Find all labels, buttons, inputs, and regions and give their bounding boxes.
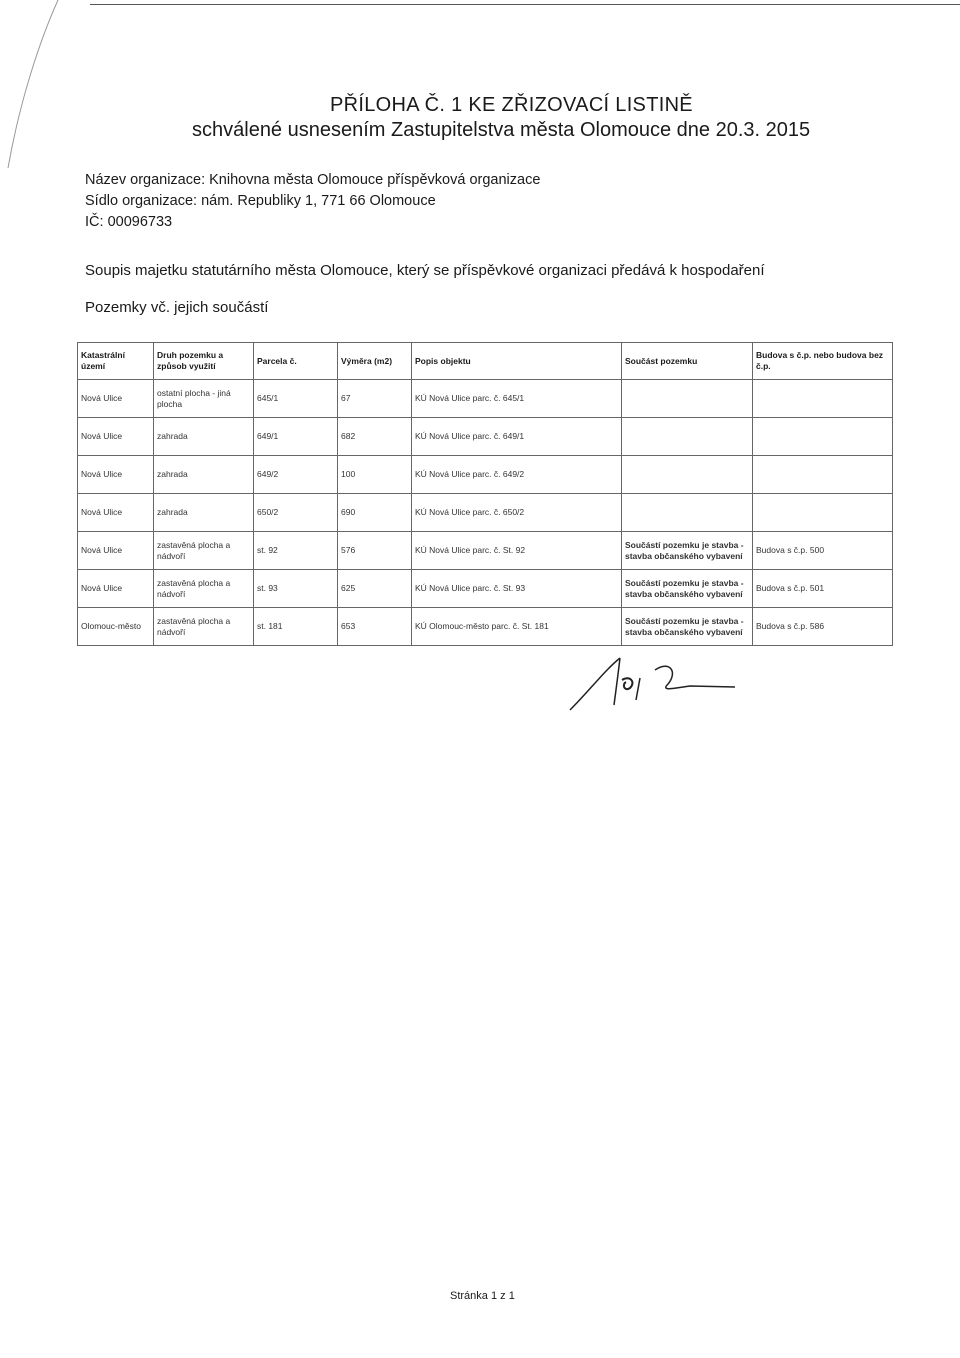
- table-cell: 649/2: [254, 456, 338, 494]
- table-cell: 625: [338, 570, 412, 608]
- table-cell: zastavěná plocha a nádvoří: [154, 608, 254, 646]
- table-cell: 67: [338, 380, 412, 418]
- table-cell: KÚ Nová Ulice parc. č. 650/2: [412, 494, 622, 532]
- annex-title: PŘÍLOHA Č. 1 KE ZŘIZOVACÍ LISTINĚ: [330, 94, 693, 116]
- col-header: Budova s č.p. nebo budova bez č.p.: [753, 343, 893, 380]
- col-header: Popis objektu: [412, 343, 622, 380]
- table-cell: 645/1: [254, 380, 338, 418]
- approval-subtitle: schválené usnesením Zastupitelstva města Olomouce dne 20.3. 2015: [192, 119, 811, 141]
- table-row: [78, 418, 893, 456]
- org-seat-value: nám. Republiky 1, 771 66 Olomouce: [201, 193, 436, 209]
- scan-edge-mark: [0, 0, 60, 170]
- table-cell: 100: [338, 456, 412, 494]
- table-cell: st. 92: [254, 532, 338, 570]
- table-row: [78, 494, 893, 532]
- table-cell: zahrada: [154, 418, 254, 456]
- table-cell: Součástí pozemku je stavba - stavba občanského vybavení: [622, 608, 753, 646]
- table-cell: Nová Ulice: [78, 494, 154, 532]
- table-cell: Nová Ulice: [78, 532, 154, 570]
- section-title: Pozemky vč. jejich součástí: [85, 299, 269, 316]
- org-name-line: [85, 172, 540, 188]
- org-seat-line: [85, 193, 436, 209]
- table-cell: Nová Ulice: [78, 380, 154, 418]
- table-row: [78, 380, 893, 418]
- table-cell: Budova s č.p. 501: [753, 570, 893, 608]
- table-cell: Olomouc-město: [78, 608, 154, 646]
- col-header: Součást pozemku: [622, 343, 753, 380]
- table-cell: Budova s č.p. 586: [753, 608, 893, 646]
- handwritten-signature: [560, 650, 760, 725]
- table-cell: KÚ Nová Ulice parc. č. 645/1: [412, 380, 622, 418]
- table-row: [78, 532, 893, 570]
- org-ic-label: IČ:: [85, 214, 104, 230]
- table-cell: [622, 418, 753, 456]
- table-row: [78, 456, 893, 494]
- table-cell: zahrada: [154, 494, 254, 532]
- org-seat-label: Sídlo organizace:: [85, 193, 198, 209]
- table-cell: [622, 456, 753, 494]
- table-cell: st. 93: [254, 570, 338, 608]
- table-header-row: [78, 343, 893, 380]
- table-cell: zastavěná plocha a nádvoří: [154, 532, 254, 570]
- table-cell: [753, 494, 893, 532]
- table-cell: [622, 380, 753, 418]
- col-header: Katastrální území: [78, 343, 154, 380]
- table-cell: 649/1: [254, 418, 338, 456]
- table-row: [78, 570, 893, 608]
- table-cell: [753, 418, 893, 456]
- table-cell: KÚ Olomouc-město parc. č. St. 181: [412, 608, 622, 646]
- col-header: Parcela č.: [254, 343, 338, 380]
- table-cell: [753, 456, 893, 494]
- table-cell: [753, 380, 893, 418]
- table-cell: Součástí pozemku je stavba - stavba občanského vybavení: [622, 532, 753, 570]
- table-cell: KÚ Nová Ulice parc. č. 649/2: [412, 456, 622, 494]
- land-table: [77, 342, 893, 646]
- table-cell: Nová Ulice: [78, 456, 154, 494]
- page-footer: Stránka 1 z 1: [450, 1290, 515, 1302]
- col-header: Druh pozemku a způsob využití: [154, 343, 254, 380]
- org-ic-value: 00096733: [107, 214, 173, 230]
- table-cell: 650/2: [254, 494, 338, 532]
- table-cell: st. 181: [254, 608, 338, 646]
- table-cell: 653: [338, 608, 412, 646]
- org-ic-line: [85, 214, 172, 230]
- table-cell: 690: [338, 494, 412, 532]
- table-cell: zahrada: [154, 456, 254, 494]
- table-cell: 576: [338, 532, 412, 570]
- col-header: Výměra (m2): [338, 343, 412, 380]
- table-cell: KÚ Nová Ulice parc. č. St. 92: [412, 532, 622, 570]
- table-row: [78, 608, 893, 646]
- table-cell: zastavěná plocha a nádvoří: [154, 570, 254, 608]
- table-cell: Nová Ulice: [78, 570, 154, 608]
- table-cell: KÚ Nová Ulice parc. č. 649/1: [412, 418, 622, 456]
- table-cell: 682: [338, 418, 412, 456]
- table-cell: [622, 494, 753, 532]
- org-name-label: Název organizace:: [85, 172, 206, 188]
- table-cell: Nová Ulice: [78, 418, 154, 456]
- inventory-title: Soupis majetku statutárního města Olomouce, který se příspěvkové organizaci předává k hospodaření: [85, 262, 765, 279]
- table-cell: Součástí pozemku je stavba - stavba občanského vybavení: [622, 570, 753, 608]
- top-border-line: [90, 4, 960, 5]
- table-cell: KÚ Nová Ulice parc. č. St. 93: [412, 570, 622, 608]
- org-name-value: Knihovna města Olomouce příspěvková organizace: [209, 172, 541, 188]
- table-cell: Budova s č.p. 500: [753, 532, 893, 570]
- table-cell: ostatní plocha - jiná plocha: [154, 380, 254, 418]
